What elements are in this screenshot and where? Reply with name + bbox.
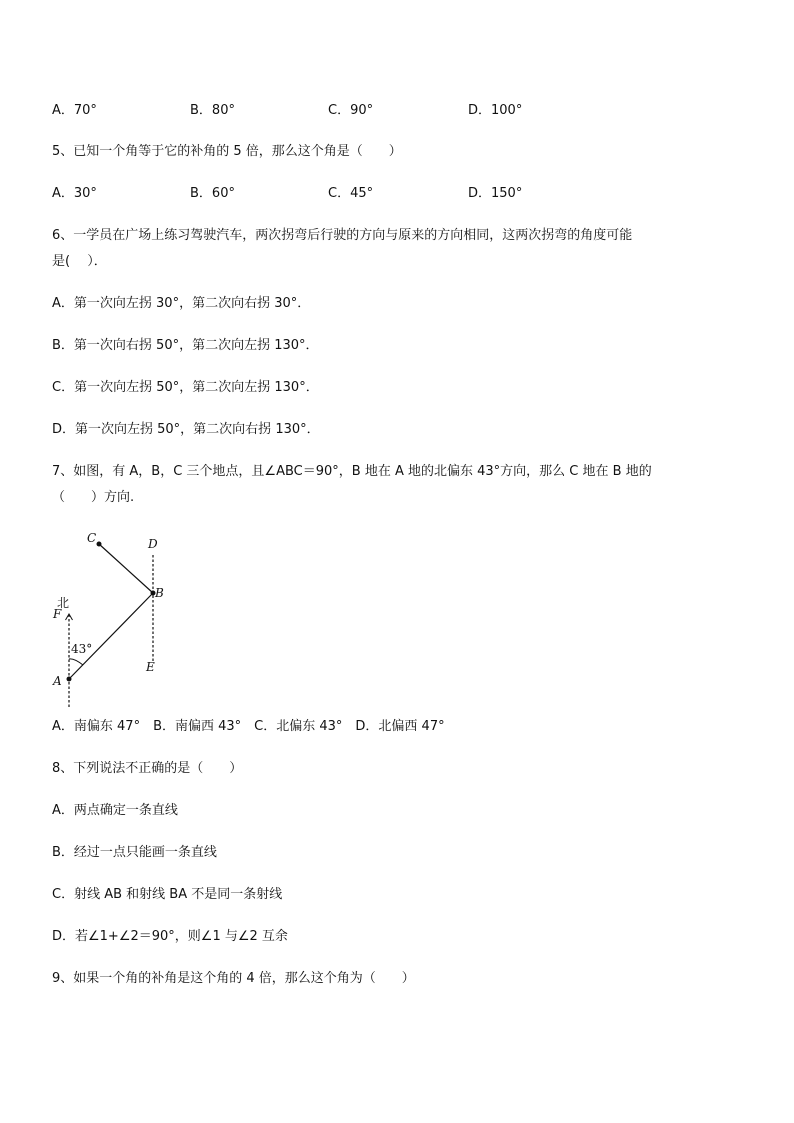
q5-stem: 5、已知一个角等于它的补角的 5 倍，那么这个角是（ ）	[52, 144, 402, 159]
q8-stem: 8、下列说法不正确的是（ ）	[52, 761, 243, 776]
segment-bc	[99, 544, 153, 593]
label-c: C	[87, 531, 97, 545]
q4-option-c: C．90°	[328, 103, 374, 118]
q7-stem-line2: （ ）方向.	[52, 490, 135, 505]
q6-stem-line2: 是( ）．	[52, 254, 107, 269]
q7-stem-line1: 7、如图，有 A，B，C 三个地点，且∠ABC＝90°，B 地在 A 地的北偏东 43°方向，那么 C 地在 B 地的	[52, 464, 652, 479]
q8-option-b: B．经过一点只能画一条直线	[52, 845, 217, 860]
q5-option-c: C．45°	[328, 186, 374, 201]
q8-option-d: D．若∠1+∠2＝90°，则∠1 与∠2 互余	[52, 929, 288, 944]
q9-stem: 9、如果一个角的补角是这个角的 4 倍，那么这个角为（ ）	[52, 971, 415, 986]
label-d: D	[148, 537, 158, 551]
q6-option-b: B．第一次向右拐 50°，第二次向左拐 130°．	[52, 338, 319, 353]
q6-option-a: A．第一次向左拐 30°，第二次向右拐 30°．	[52, 296, 311, 311]
q5-option-b: B．60°	[190, 186, 235, 201]
label-north: 北	[57, 596, 70, 610]
point-a	[67, 677, 72, 682]
segment-ab	[69, 593, 153, 679]
label-a: A	[53, 674, 62, 688]
q5-option-a: A．30°	[52, 186, 97, 201]
label-b: B	[155, 586, 164, 600]
label-e: E	[146, 660, 155, 674]
point-c	[97, 542, 102, 547]
q7-figure	[40, 525, 190, 715]
angle-arc	[69, 659, 83, 665]
q8-option-c: C．射线 AB 和射线 BA 不是同一条射线	[52, 887, 283, 902]
q6-option-c: C．第一次向左拐 50°，第二次向左拐 130°．	[52, 380, 319, 395]
label-f: F	[53, 607, 62, 621]
label-angle: 43°	[71, 642, 93, 656]
q4-option-a: A．70°	[52, 103, 97, 118]
q6-stem-line1: 6、一学员在广场上练习驾驶汽车，两次拐弯后行驶的方向与原来的方向相同，这两次拐弯的角度可能	[52, 228, 633, 243]
q4-option-b: B．80°	[190, 103, 235, 118]
q7-options: A．南偏东 47° B．南偏西 43° C．北偏东 43° D．北偏西 47°	[52, 719, 445, 734]
q8-option-a: A．两点确定一条直线	[52, 803, 178, 818]
q6-option-d: D．第一次向左拐 50°，第二次向右拐 130°．	[52, 422, 320, 437]
q4-option-d: D．100°	[468, 103, 523, 118]
q5-option-d: D．150°	[468, 186, 523, 201]
